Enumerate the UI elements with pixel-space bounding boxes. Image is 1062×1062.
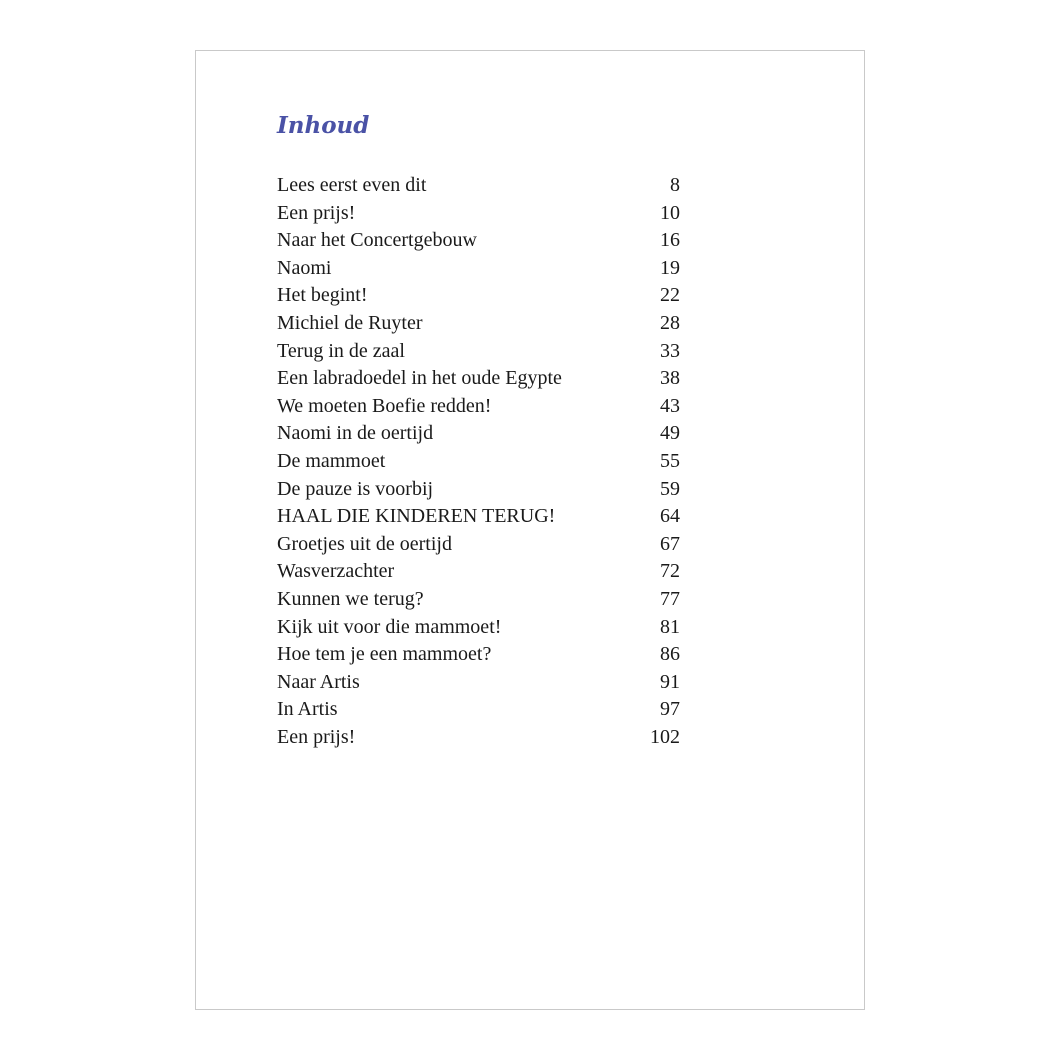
toc-entry-title: Naar Artis: [277, 670, 360, 693]
toc-entry-title: Een prijs!: [277, 201, 356, 224]
toc-entry-title: We moeten Boefie redden!: [277, 394, 492, 417]
table-of-contents: [277, 172, 680, 751]
toc-row: [277, 503, 680, 531]
toc-row: [277, 641, 680, 669]
toc-entry-title: In Artis: [277, 698, 338, 721]
toc-page-number: 19: [660, 256, 680, 279]
toc-page-number: 22: [660, 284, 680, 307]
toc-entry-title: Kijk uit voor die mammoet!: [277, 615, 502, 638]
toc-entry-title: De pauze is voorbij: [277, 477, 434, 500]
toc-entry-title: HAAL DIE KINDEREN TERUG!: [277, 505, 556, 528]
toc-row: [277, 669, 680, 697]
toc-row: [277, 614, 680, 642]
toc-entry-title: Een labradoedel in het oude Egypte: [277, 367, 562, 390]
toc-row: [277, 586, 680, 614]
toc-page-number: 97: [660, 698, 680, 721]
toc-page-number: 67: [660, 532, 680, 555]
toc-row: [277, 558, 680, 586]
toc-row: [277, 393, 680, 421]
toc-page-number: 10: [660, 201, 680, 224]
toc-row: [277, 310, 680, 338]
toc-entry-title: Terug in de zaal: [277, 339, 405, 362]
book-page: [195, 50, 865, 1010]
toc-row: [277, 255, 680, 283]
toc-row: [277, 227, 680, 255]
toc-row: [277, 172, 680, 200]
toc-row: [277, 338, 680, 366]
toc-entry-title: Naomi: [277, 256, 332, 279]
toc-entry-title: De mammoet: [277, 449, 386, 472]
toc-row: [277, 448, 680, 476]
toc-page-number: 8: [670, 174, 680, 196]
toc-row: [277, 420, 680, 448]
toc-entry-title: Kunnen we terug?: [277, 587, 424, 610]
toc-page-number: 16: [660, 229, 680, 252]
toc-entry-title: Lees eerst even dit: [277, 174, 427, 196]
toc-page-number: 43: [660, 394, 680, 417]
toc-page-number: 102: [650, 725, 680, 748]
toc-page-number: 91: [660, 670, 680, 693]
toc-entry-title: Hoe tem je een mammoet?: [277, 643, 492, 666]
toc-entry-title: Michiel de Ruyter: [277, 311, 423, 334]
toc-entry-title: Naar het Concertgebouw: [277, 229, 477, 252]
page-title: Inhoud: [277, 112, 370, 139]
toc-page-number: 55: [660, 449, 680, 472]
toc-page-number: 86: [660, 643, 680, 666]
toc-page-number: 81: [660, 615, 680, 638]
toc-row: [277, 365, 680, 393]
toc-row: [277, 282, 680, 310]
toc-page-number: 64: [660, 505, 680, 528]
toc-row: [277, 724, 680, 752]
toc-page-number: 72: [660, 560, 680, 583]
toc-row: [277, 200, 680, 228]
toc-row: [277, 476, 680, 504]
toc-page-number: 49: [660, 422, 680, 445]
toc-row: [277, 696, 680, 724]
toc-page-number: 38: [660, 367, 680, 390]
toc-page-number: 28: [660, 311, 680, 334]
toc-entry-title: Groetjes uit de oertijd: [277, 532, 452, 555]
toc-entry-title: Naomi in de oertijd: [277, 422, 434, 445]
toc-entry-title: Wasverzachter: [277, 560, 395, 583]
toc-page-number: 77: [660, 587, 680, 610]
toc-entry-title: Een prijs!: [277, 725, 356, 748]
toc-page-number: 33: [660, 339, 680, 362]
toc-entry-title: Het begint!: [277, 284, 368, 307]
toc-page-number: 59: [660, 477, 680, 500]
toc-row: [277, 531, 680, 559]
